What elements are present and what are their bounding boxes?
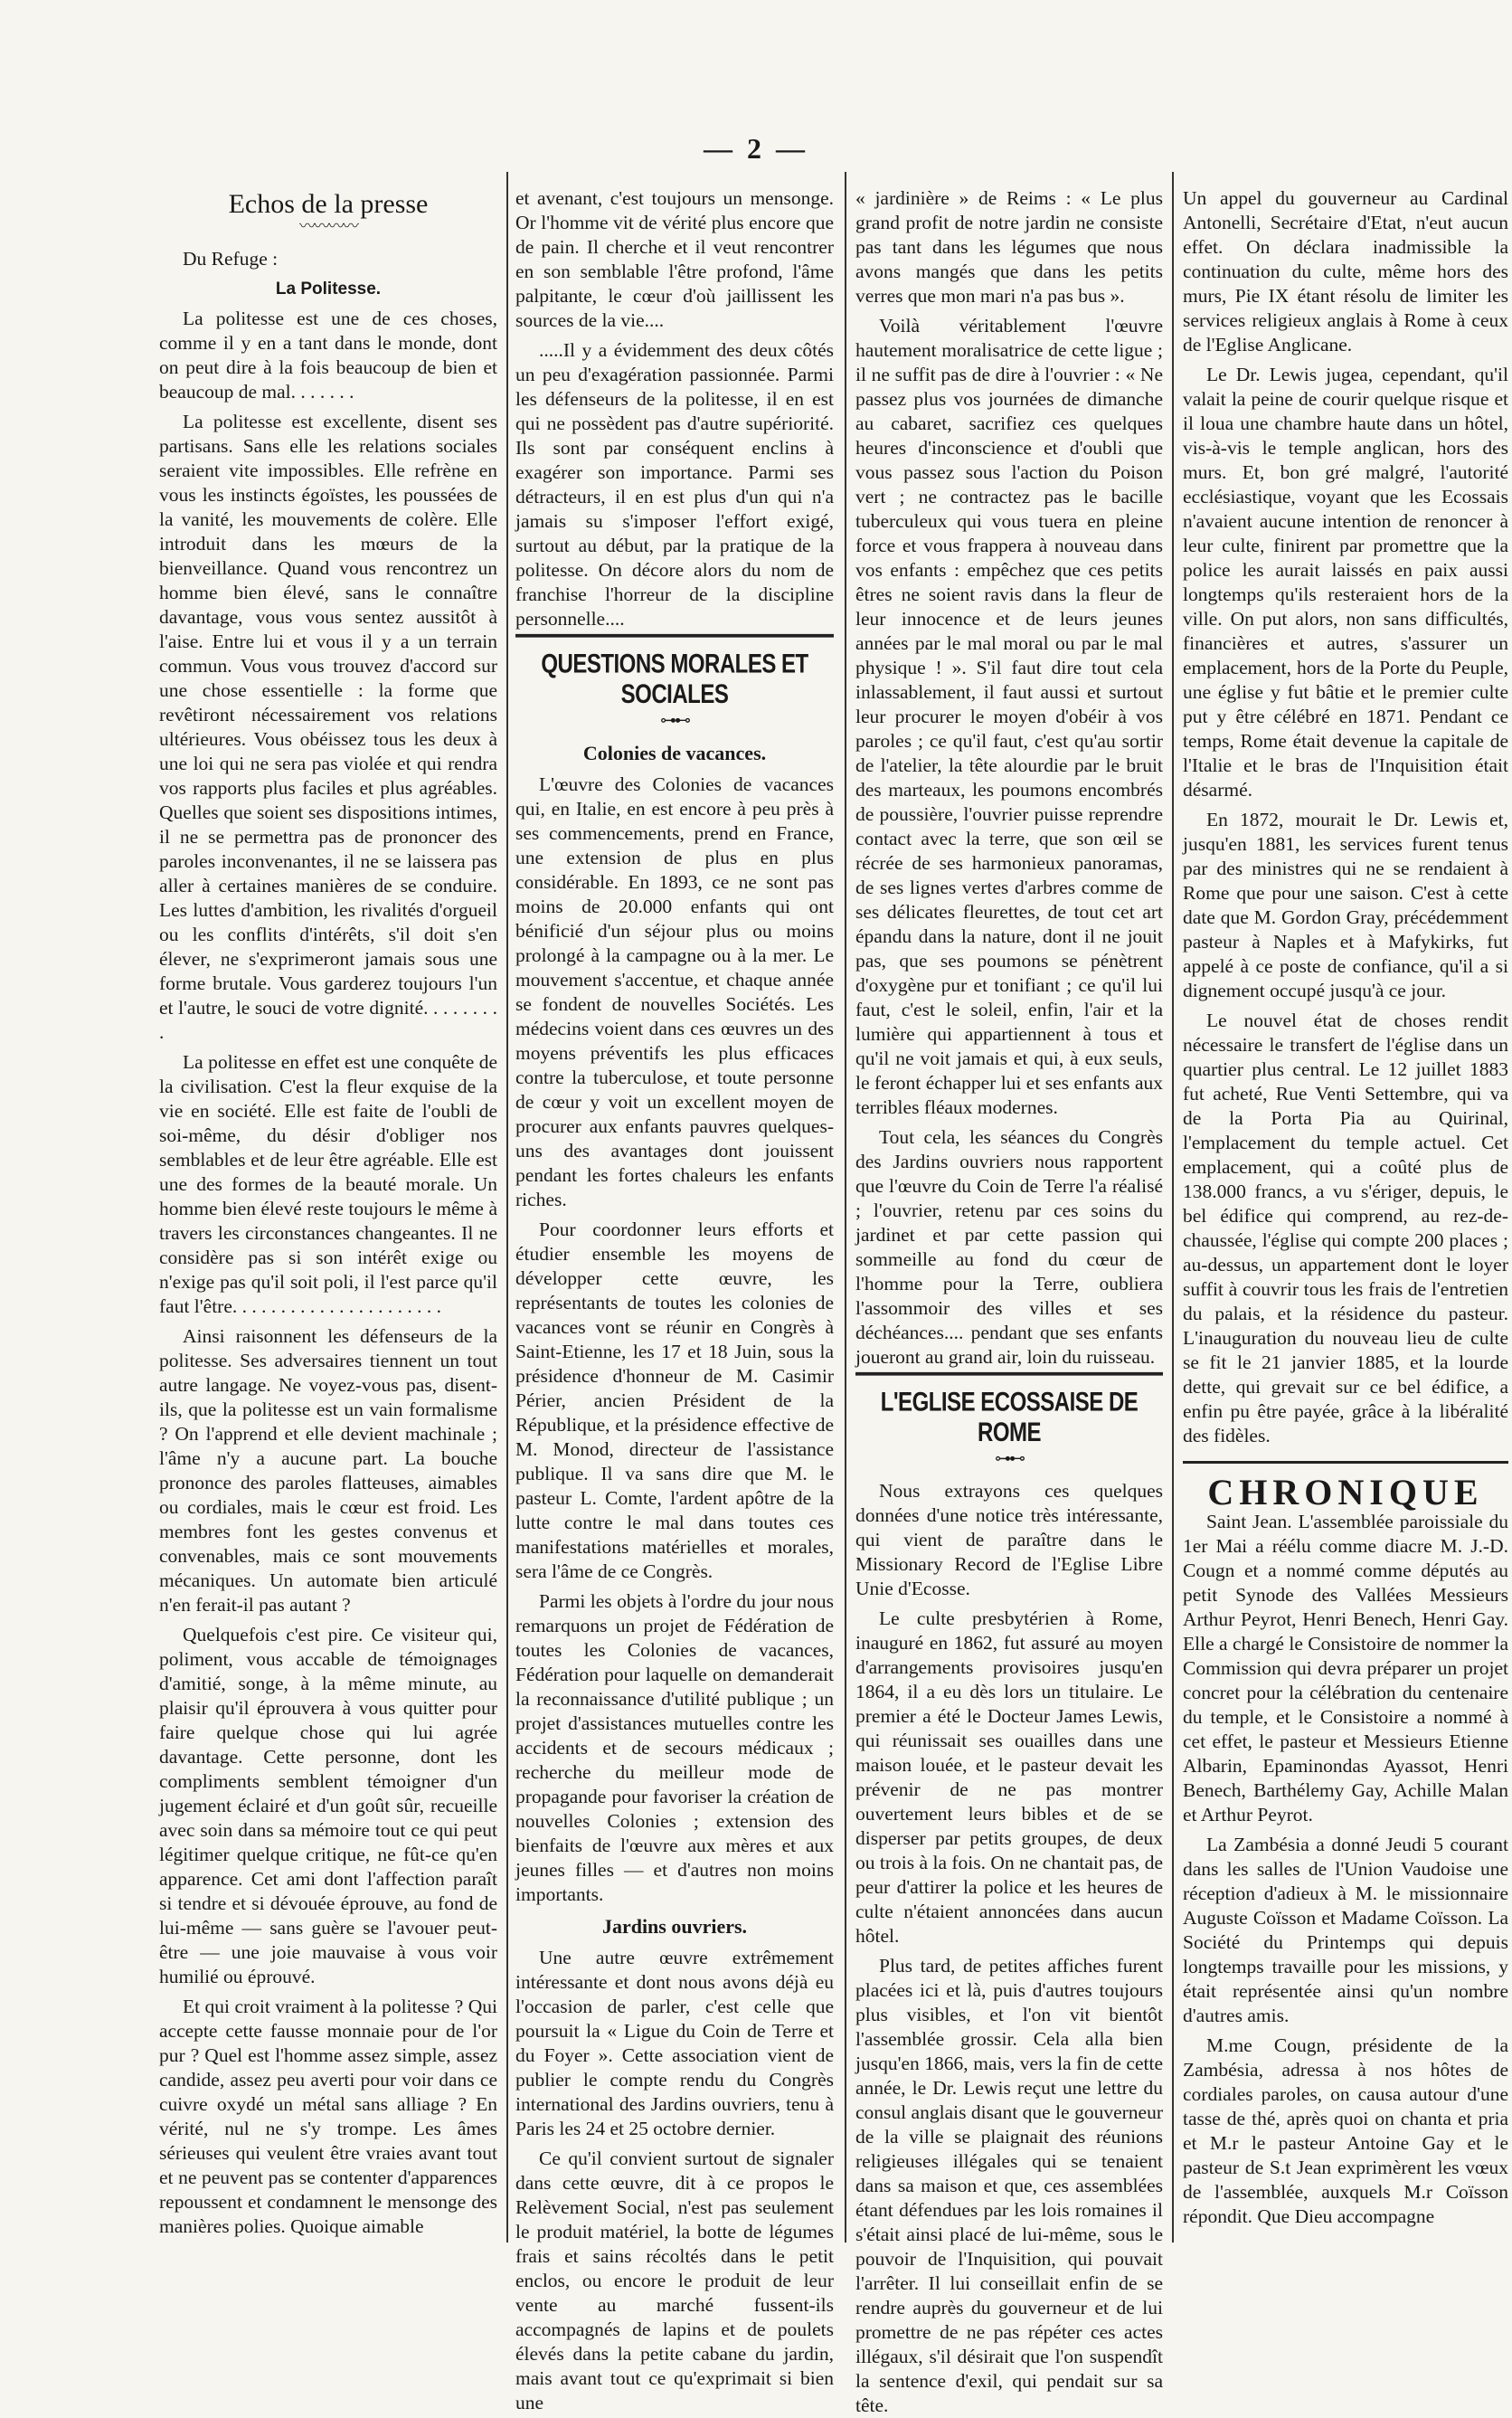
- paragraph: Saint Jean. L'assemblée paroissiale du 1er Mai a réélu comme diacre M. J.-D. Cougn et a nommé comme députés au petit Synode des Vallées Messieurs Arthur Peyrot, Henri Benech, Henri Gay. Elle a chargé le Consistoire de nommer la Commission qui devra préparer un projet concret pour la célébration du centenaire du temple, et le Consistoire a nommé à cet effet, le pasteur et Messieurs Etienne Albarin, Epaminondas Ayassot, Henri Benech, Barthélemy Gay, Achille Malan et Arthur Peyrot.: [1183, 1511, 1508, 1825]
- article-subtitle: Colonies de vacances.: [582, 742, 767, 764]
- column-3: [855, 186, 1163, 2416]
- paragraph: Ce qu'il convient surtout de signaler dans cette œuvre, dit à ce propos le Relèvement Social, n'est pas seulement le produit matériel, la botte de légumes frais et sains récoltés dans le petit enclos, ou encore le produit de leur vente au marché fussent-ils accompagnés de lapins et de poulets élevés dans la petite cabane du jardin, mais avant tout ce qu'exprimait si bien une: [515, 2148, 834, 2413]
- paragraph: Le nouvel état de choses rendit nécessaire le transfert de l'église dans un quartier plus central. Le 12 juillet 1883 fut acheté, Rue Venti Settembre, qui va de la Porta Pia au Quirinal, l'emplacement du temple actuel. Cet emplacement, qui a coûté plus de 138.000 francs, a vu s'ériger, depuis, le bel édifice qui comprend, au rez-de-chaussée, l'église qui compte 200 places ; au-dessus, un appartement dont le loyer suffit à couvrir tous les frais de l'entretien du palais, et la résidence du pasteur. L'inauguration du nouveau lieu de culte se fit le 21 janvier 1885, et la lourde dette, qui grevait sur ce bel édifice, a enfin pu être payée, grâce à la libéralité des fidèles.: [1183, 1010, 1508, 1446]
- paragraph: Et qui croit vraiment à la politesse ? Qui accepte cette fausse monnaie pour de l'or pur ? Quel est l'homme assez simple, assez candide, assez peu averti pour voir dans ce cuivre oxydé un métal sans alliage ? En vérité, nul ne s'y trompe. Les âmes sérieuses qui veulent être vraies avant tout et ne peuvent pas se contenter d'apparences repoussent et condamnent le mensonge des manières polies. Quoique aimable: [159, 1996, 497, 2237]
- column-rule: [1172, 172, 1174, 2243]
- column-rule: [506, 172, 508, 2243]
- section-title-echos: Echos de la presse: [228, 189, 429, 219]
- section-banner-eglise: L'EGLISE ECOSSAISE DE ROME: [855, 1372, 1163, 1455]
- paragraph: et avenant, c'est toujours un mensonge. Or l'homme vit de vérité plus encore que de pain. Il cherche et il veut rencontrer en son semblable l'être profond, l'âme palpitante, le cœur d'où jaillissent les sources de la vie....: [515, 187, 834, 331]
- column-2: [515, 186, 834, 2413]
- section-banner-questions: QUESTIONS MORALES ET SOCIALES: [515, 634, 834, 716]
- paragraph: La politesse en effet est une conquête de la civilisation. C'est la fleur exquise de la vie en société. Elle est faite de l'oubli de soi-même, du désir d'obliger nos semblables et de leur être agréable. Elle est une des formes de la beauté morale. Un homme bien élevé reste toujours le même à travers les circonstances changeantes. Il ne considère pas si son intérêt exige ou n'exige pas qu'il soit poli, il l'est parce qu'il faut l'être. . . . . . . . . . . . . . . . . . . . . .: [159, 1051, 497, 1317]
- paragraph: L'œuvre des Colonies de vacances qui, en Italie, en est encore à peu près à ses commencements, prend en France, une extension de plus en plus considérable. En 1893, ce ne sont pas moins de 20.000 enfants qui ont bénificié d'un séjour plus ou moins prolongé à la campagne ou à la mer. Le mouvement s'accentue, et chaque année se fondent de nouvelles Sociétés. Les médecins voient dans ces œuvres un des moyens préventifs les plus efficaces contre la tuberculose, et toute personne de cœur y voit un excellent moyen de procurer aux enfants pauvres quelques-uns des avantages dont jouissent pendant les fortes chaleurs les enfants riches.: [515, 773, 834, 1210]
- article-subtitle: La Politesse.: [275, 280, 382, 299]
- paragraph: Le culte presbytérien à Rome, inauguré en 1862, fut assuré au moyen d'arrangements provisoires jusqu'en 1864, il a eu dès lors un titulaire. Le premier a été le Docteur James Lewis, qui réunissait ses ouailles dans une maison louée, et le pasteur devait les prévenir de ne pas montrer ouvertement leurs bibles et de se disperser par petits groupes, de deux ou trois à la fois. On ne chantait pas, de peur d'attirer la police et les heures de culte n'étaient annoncées dans aucun hôtel.: [855, 1607, 1163, 1947]
- column-1: [159, 186, 497, 2237]
- paragraph: M.me Cougn, présidente de la Zambésia, adressa à nos hôtes de cordiales paroles, on causa autour d'une tasse de thé, après quoi on chanta et pria et M.r le pasteur Antoine Gay et le pasteur de S.t Jean exprimèrent les vœux de l'assemblée, auxquels M.r Coïsson répondit. Que Dieu accompagne: [1183, 2034, 1508, 2227]
- paragraph: « jardinière » de Reims : « Le plus grand profit de notre jardin ne consiste pas tant dans les légumes que nous avons mangés que dans les petits verres que mon mari n'a pas bus ».: [855, 187, 1163, 307]
- article-subtitle: Jardins ouvriers.: [601, 1915, 748, 1938]
- paragraph: La Zambésia a donné Jeudi 5 courant dans les salles de l'Union Vaudoise une réception d'adieux à M. le missionnaire Auguste Coïsson et Madame Coïsson. La Société du Printemps qui depuis longtemps travaille pour les missions, y était représentée ainsi qu'un nombre d'autres amis.: [1183, 1834, 1508, 2026]
- paragraph: Plus tard, de petites affiches furent placées ici et là, puis d'autres toujours plus visibles, et l'on vit bientôt l'assemblée grossir. Cela alla bien jusqu'en 1866, mais, vers la fin de cette année, le Dr. Lewis reçut une lettre du consul anglais disant que le gouverneur de la ville se plaignait des réunions religieuses illégales qui se tenaient dans sa maison et que, ces assemblées étant défendues par les lois romaines il s'était ainsi placé de lui-même, sous le pouvoir de l'Inquisition, qui pouvait l'arrêter. Il lui conseillait enfin de se rendre auprès du gouverneur et de lui promettre de ne pas répéter ces actes illégaux, s'il désirait que l'on suspendît la sentence d'exil, qui pendait sur sa tête.: [855, 1955, 1163, 2416]
- column-4: [1183, 186, 1508, 2227]
- ornament: ⊶⊷: [995, 1449, 1024, 1467]
- paragraph: Pour coordonner leurs efforts et étudier ensemble les moyens de développer cette œuvre, les représentants de toutes les colonies de vacances vont se réunir en Congrès à Saint-Etienne, les 17 et 18 Juin, sous la présidence d'honneur de M. Casimir Périer, ancien Président de la République, et la présidence effective de M. Monod, directeur de l'assistance publique. Il va sans dire que M. le pasteur L. Comte, l'ardent apôtre de la lutte contre le mal dans toutes ces manifestations matérielles et morales, sera l'âme de ce Congrès.: [515, 1218, 834, 1582]
- paragraph: Le Dr. Lewis jugea, cependant, qu'il valait la peine de courir quelque risque et il loua une chambre haute dans un hôtel, vis-à-vis le temple anglican, hors des murs. Et, bon gré malgré, l'autorité ecclésiastique, voyant que les Ecossais n'avaient aucune intention de renoncer à leur culte, finirent par promettre que la police les aurait laissés en paix aussi longtemps qu'ils resteraient hors de la ville. On put alors, non sans difficultés, financières et autres, s'assurer un emplacement, hors de la Porte du Peuple, une église y fut bâtie et le premier culte put y être célébré en 1871. Pendant ce temps, Rome était devenue la capitale de l'Italie et le bras de l'Inquisition était désarmé.: [1183, 364, 1508, 801]
- paragraph: Ainsi raisonnent les défenseurs de la politesse. Ses adversaires tiennent un tout autre langage. Ne voyez-vous pas, disent-ils, que la politesse est un vain formalisme ? On l'apprend et elle devient machinale ; l'âme n'y a aucune part. La bouche prononce des paroles flatteuses, aimables ou cordiales, mais le cœur est froid. Les membres font les gestes convenus et convenables, mais ce sont mouvements mécaniques. Un automate bien articulé n'en ferait-il pas autant ?: [159, 1325, 497, 1616]
- ornament: ⊶⊷: [660, 711, 689, 729]
- paragraph: Un appel du gouverneur au Cardinal Antonelli, Secrétaire d'Etat, n'eut aucun effet. On déclara inadmissible la continuation du culte, même hors des murs, Pie IX étant résolu de limiter les services religieux anglais à Rome à ceux de l'Eglise Anglicane.: [1183, 187, 1508, 356]
- paragraph: Une autre œuvre extrêmement intéressante et dont nous avons déjà eu l'occasion de parler, c'est celle que poursuit la « Ligue du Coin de Terre et du Foyer ». Cette association vient de publier le compte rendu du Congrès international des Jardins ouvriers, tenu à Paris les 24 et 25 octobre dernier.: [515, 1947, 834, 2139]
- section-title-chronique: CHRONIQUE: [1183, 1461, 1508, 1504]
- paragraph: En 1872, mourait le Dr. Lewis et, jusqu'en 1881, les services furent tenus par des ministres qui ne se rendaient à Rome que pour une saison. C'est à cette date que M. Gordon Gray, précédemment pasteur à Naples et à Mafykirks, fut appelé à ce poste de confiance, qu'il a si dignement occupé jusqu'à ce jour.: [1183, 809, 1508, 1001]
- paragraph: La politesse est une de ces choses, comme il y en a tant dans le monde, dont on peut dire à la fois beaucoup de bien et beaucoup de mal. . . . . . .: [159, 308, 497, 403]
- column-rule: [845, 172, 846, 2243]
- paragraph: Voilà véritablement l'œuvre hautement moralisatrice de cette ligue ; il ne suffit pas de dire à l'ouvrier : « Ne passez plus vos journées de dimanche au cabaret, sacrifiez ces quelques heures d'inconscience et d'oubli que vous passez sous l'action du Poison vert ; ne contractez pas le bacille tuberculeux qui vous tuera en pleine force et vous frappera à nouveau dans vos enfants : empêchez que ces petits êtres ne soient ravis dans la fleur de leur innocence et de leurs jeunes années par le mal moral ou par le mal physique ! ». S'il faut dire tout cela inlassablement, il faut aussi et surtout leur procurer le moyen d'obéir à vos paroles ; ce qu'il faut, c'est qu'au sortir de l'atelier, la tête alourdie par le bruit des marteaux, les poumons encombrés de poussière, l'ouvrier puisse reprendre contact avec la terre, que son œil se récrée de ses harmonieux panoramas, de ses lignes vertes d'arbres comme de ses délicates fleurettes, de tout cet art épandu dans la nature, dont il ne jouit pas, que ses poumons se pénètrent d'oxygène pur et tonifiant ; ce qu'il lui faut, c'est le soleil, enfin, l'air et la lumière qui appartiennent à tous et qu'il ne voit jamais et qui, à eux seuls, le feront échapper lui et ses enfants aux terribles fléaux modernes.: [855, 315, 1163, 1118]
- paragraph: Nous extrayons ces quelques données d'une notice très intéressante, qui vient de paraître dans le Missionary Record de l'Eglise Libre Unie d'Ecosse.: [855, 1480, 1163, 1599]
- source-line: Du Refuge :: [183, 248, 279, 270]
- paragraph: Tout cela, les séances du Congrès des Jardins ouvriers nous rapportent que l'œuvre du Coin de Terre l'a réalisé ; l'ouvrier, retenu par ces soins du jardinet et par cette passion qui sommeille au fond du cœur de l'homme pour la Terre, oubliera l'assommoir des villes et ses déchéances.... pendant que ses enfants joueront au grand air, loin du ruisseau.: [855, 1126, 1163, 1368]
- ornament: 〰〰〰〰: [299, 217, 357, 235]
- paragraph: La politesse est excellente, disent ses partisans. Sans elle les relations sociales seraient vite impossibles. Elle refrène en vous les instincts égoïstes, les poussées de la vanité, les mouvements de colère. Elle introduit dans les mœurs de la bienveillance. Quand vous rencontrez un homme bien élevé, sans le connaître davantage, vous vous sentez aussitôt à l'aise. Entre lui et vous il y a un terrain commun. Vous vous trouvez d'accord sur une chose essentielle : la forme que revêtiront nécessairement vos relations ultérieures. Vous obéissez tous les deux à une loi qui ne sera pas violée et qui rendra vos rapports plus faciles et plus agréables. Quelles que soient ses dispositions intimes, il ne se permettra pas de prononcer des paroles inconvenantes, il ne se laissera pas aller à certaines manières de se conduire. Les luttes d'ambition, les rivalités d'orgueil ou les conflits d'intérêts, s'il doit s'en élever, ne s'exprimeront jamais sous une forme brutale. Vous garderez toujours l'un et l'autre, le souci de votre dignité. . . . . . . . .: [159, 411, 497, 1043]
- page-number: — 2 —: [704, 132, 808, 165]
- paragraph: Quelquefois c'est pire. Ce visiteur qui, poliment, vous accable de témoignages d'amitié, songe, à la même minute, au plaisir qu'il éprouvera à vous quitter pour faire quelque chose qui lui agrée davantage. Cette personne, dont les compliments semblent témoigner d'un jugement éclairé et d'un goût sûr, recueille avec soin dans sa mémoire tout ce qui peut légitimer quelque critique, ne fût-ce qu'en apparence. Cet ami dont l'affection paraît si tendre et si dévouée éprouve, au fond de lui-même — sans guère se l'avouer peut-être — une joie mauvaise à vous voir humilié ou éprouvé.: [159, 1624, 497, 1987]
- paragraph: Parmi les objets à l'ordre du jour nous remarquons un projet de Fédération de toutes les Colonies de vacances, Fédération pour laquelle on demanderait la reconnaissance d'utilité publique ; un projet d'assistances mutuelles contre les accidents et de secours médicaux ; recherche du meilleur mode de propagande pour favoriser la création de nouvelles Colonies ; extension des bienfaits de l'œuvre aux mères et aux jeunes filles — et d'autres non moins importants.: [515, 1590, 834, 1905]
- paragraph: .....Il y a évidemment des deux côtés un peu d'exagération passionnée. Parmi les défenseurs de la politesse, il en est qui ne possèdent pas d'autre supériorité. Ils sont par conséquent enclins à exagérer son importance. Parmi ses détracteurs, il en est plus d'un qui n'a jamais su s'imposer l'effort exigé, surtout au début, par la pratique de la politesse. On décore alors du nom de franchise l'horreur de la discipline personnelle....: [515, 339, 834, 630]
